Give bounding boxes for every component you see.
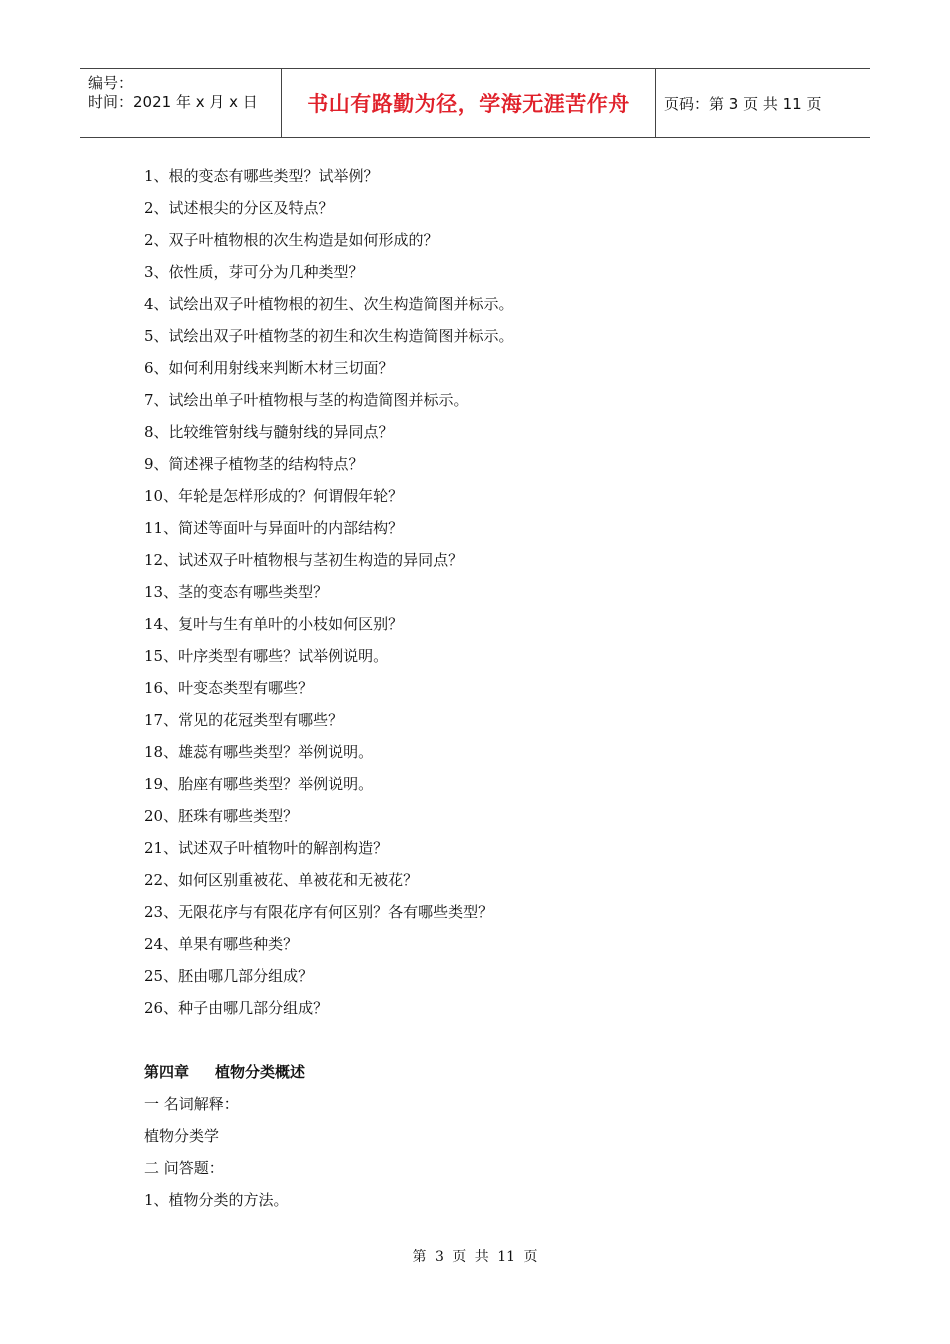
question-item: 20、胚珠有哪些类型？ [144,807,299,825]
chapter-number: 第四章 [144,1063,190,1081]
question-item: 21、试述双子叶植物叶的解剖构造？ [144,839,389,857]
page-footer: 第 3 页 共 11 页 [412,1249,538,1265]
page-header [80,68,870,138]
chapter-heading [144,1056,844,1088]
term-item: 植物分类学 [144,1127,220,1145]
document-body [144,160,844,1216]
question-item: 5、试绘出双子叶植物茎的初生和次生构造简图并标示。 [144,327,514,345]
question-item: 6、如何利用射线来判断木材三切面？ [144,359,394,377]
question-item: 17、常见的花冠类型有哪些？ [144,711,344,729]
question-item: 19、胎座有哪些类型？举例说明。 [144,775,374,793]
question-item: 12、试述双子叶植物根与茎初生构造的异同点？ [144,551,464,569]
question-item: 4、试绘出双子叶植物根的初生、次生构造简图并标示。 [144,295,514,313]
question-item: 1、植物分类的方法。 [144,1191,289,1209]
document-number-label: 编号： [88,74,134,92]
question-item: 18、雄蕊有哪些类型？举例说明。 [144,743,374,761]
question-item: 2、试述根尖的分区及特点？ [144,199,334,217]
question-item: 25、胚由哪几部分组成？ [144,967,314,985]
document-date: 时间：2021 年 x 月 x 日 [88,93,258,111]
spacer [144,1024,844,1056]
question-item: 26、种子由哪几部分组成？ [144,999,329,1017]
chapter-title: 植物分类概述 [215,1063,306,1081]
page-number-info: 页码：第 3 页 共 11 页 [664,94,822,113]
question-item: 14、复叶与生有单叶的小枝如何区别？ [144,615,404,633]
question-item: 23、无限花序与有限花序有何区别？各有哪些类型？ [144,903,494,921]
question-item: 15、叶序类型有哪些？试举例说明。 [144,647,389,665]
section-heading-questions: 二 问答题： [144,1159,224,1177]
question-item: 10、年轮是怎样形成的？何谓假年轮？ [144,487,404,505]
question-item: 8、比较维管射线与髓射线的异同点？ [144,423,394,441]
question-item: 3、依性质，芽可分为几种类型？ [144,263,364,281]
question-item: 11、简述等面叶与异面叶的内部结构？ [144,519,404,537]
header-meta [80,69,281,137]
question-item: 1、根的变态有哪些类型？试举例？ [144,167,379,185]
header-motto-cell [281,69,656,137]
question-item: 16、叶变态类型有哪些？ [144,679,314,697]
question-item: 2、双子叶植物根的次生构造是如何形成的？ [144,231,439,249]
question-item: 22、如何区别重被花、单被花和无被花？ [144,871,419,889]
section-heading-terms: 一 名词解释： [144,1095,239,1113]
header-page-info [655,69,879,137]
question-item: 13、茎的变态有哪些类型？ [144,583,329,601]
question-item: 7、试绘出单子叶植物根与茎的构造简图并标示。 [144,391,469,409]
question-item: 9、简述裸子植物茎的结构特点？ [144,455,364,473]
question-item: 24、单果有哪些种类？ [144,935,299,953]
motto-text: 书山有路勤为径，学海无涯苦作舟 [307,92,630,116]
